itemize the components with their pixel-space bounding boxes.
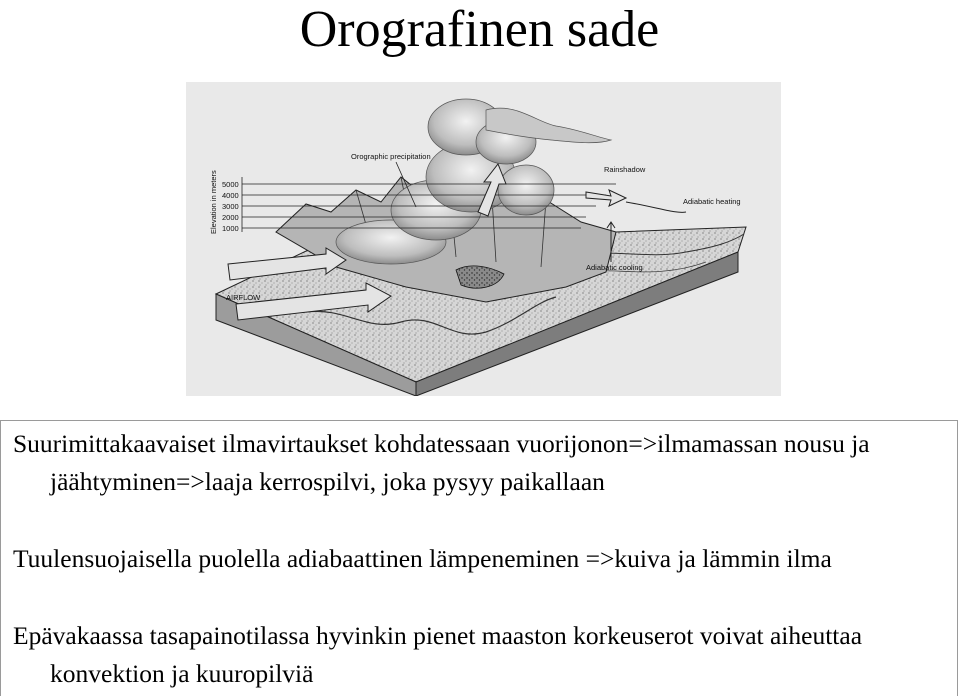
adiabatic-cooling-label: Adiabatic cooling	[586, 263, 643, 272]
body-text-box	[0, 420, 958, 696]
rainshadow-label: Rainshadow	[604, 165, 646, 174]
adiabatic-heating-label: Adiabatic heating	[683, 197, 741, 206]
elevation-tick: 3000	[222, 202, 239, 211]
elevation-axis-label: Elevation in meters	[209, 170, 218, 234]
elevation-tick: 1000	[222, 224, 239, 233]
paragraph-2: Tuulensuojaisella puolella adiabaattinen lämpeneminen =>kuiva ja lämmin ilma	[13, 544, 832, 573]
elevation-axis	[209, 170, 239, 234]
slide-title: Orografinen sade	[299, 1, 660, 58]
airflow-label: AIRFLOW	[226, 293, 261, 302]
elevation-tick: 4000	[222, 191, 239, 200]
orographic-precipitation-label: Orographic precipitation	[351, 152, 431, 161]
orographic-rain-diagram	[186, 82, 781, 396]
elevation-tick: 2000	[222, 213, 239, 222]
descending-arrow	[586, 190, 626, 206]
paragraph-3: Epävakaassa tasapainotilassa hyvinkin pienet maaston korkeuserot voivat aiheuttaa konvektion ja kuuropilviä	[13, 621, 863, 688]
paragraph-1: Suurimittakaavaiset ilmavirtaukset kohdatessaan vuorijonon=>ilmamassan nousu ja jäähtyminen=>laaja kerrospilvi, joka pysyy paikallaan	[13, 429, 870, 496]
elevation-tick: 5000	[222, 180, 239, 189]
